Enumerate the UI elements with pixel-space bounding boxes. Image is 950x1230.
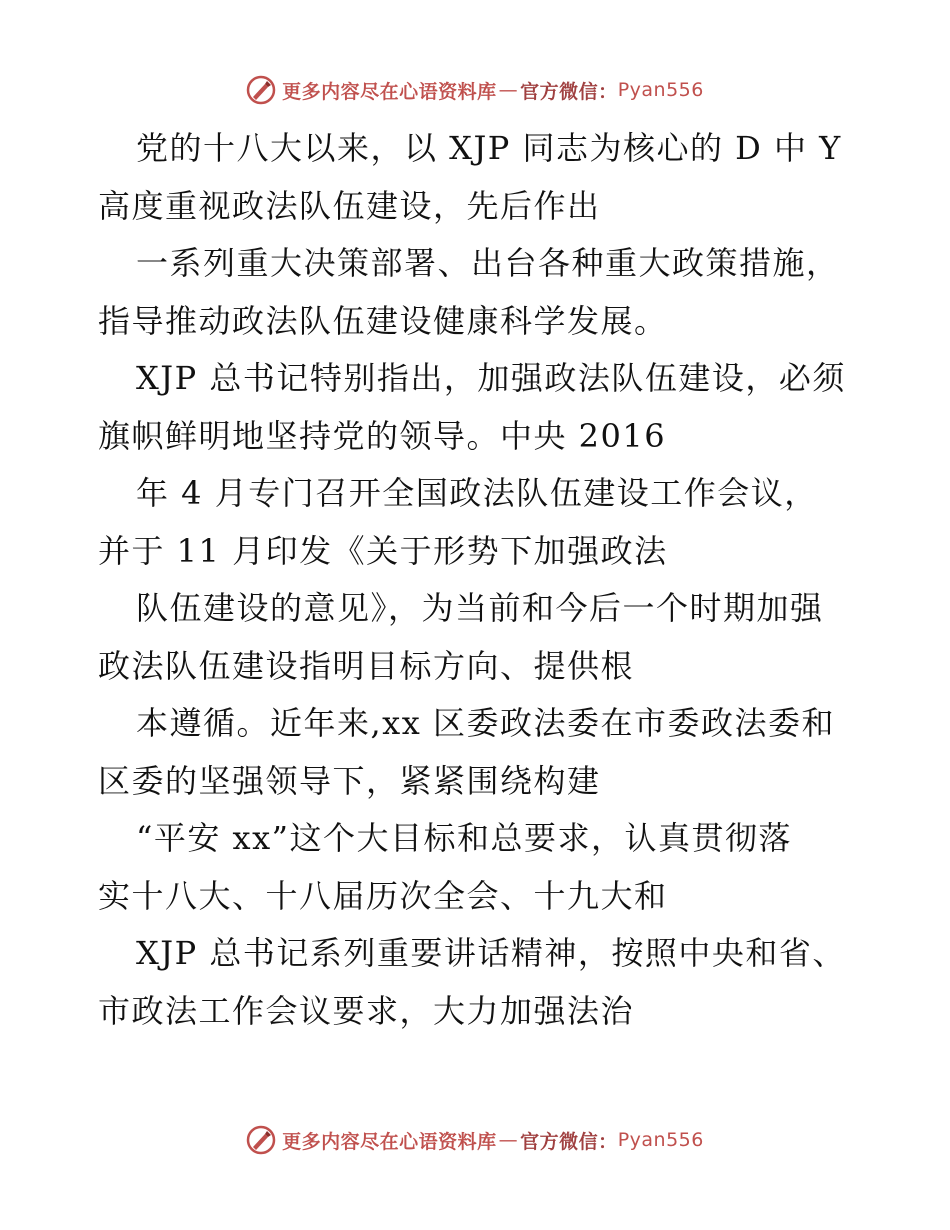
body-line: 并于 11 月印发《关于形势下加强政法 bbox=[98, 531, 668, 570]
body-line: 队伍建设的意见》，为当前和今后一个时期加强 bbox=[136, 589, 824, 627]
body-line: 市政法工作会议要求，大力加强法治 bbox=[98, 991, 635, 1030]
header-brand-text: 更多内容尽在心语资料库 bbox=[282, 80, 497, 103]
body-line: 本遵循。近年来,xx 区委政法委在市委政法委和 bbox=[136, 704, 835, 742]
body-line: 政法队伍建设指明目标方向、提供根 bbox=[98, 646, 635, 685]
body-line: 区委的坚强领导下，紧紧围绕构建 bbox=[98, 761, 601, 800]
footer-banner bbox=[0, 1120, 950, 1160]
body-line: 实十八大、十八届历次全会、十九大和 bbox=[98, 876, 668, 915]
body-line: 指导推动政法队伍建设健康科学发展。 bbox=[98, 301, 668, 340]
footer-wechat-handle: Pyan556 bbox=[617, 1129, 704, 1151]
pen-logo-icon bbox=[246, 1125, 276, 1155]
header-wechat-handle: Pyan556 bbox=[617, 79, 704, 101]
body-line: 一系列重大决策部署、出台各种重大政策措施， bbox=[136, 244, 840, 282]
footer-wechat-label: 官方微信： bbox=[520, 1130, 618, 1153]
body-line: “平安 xx”这个大目标和总要求，认真贯彻落 bbox=[136, 819, 792, 857]
body-line: 党的十八大以来，以 XJP 同志为核心的 D 中 Y bbox=[136, 129, 842, 167]
body-line: 旗帜鲜明地坚持党的领导。中央 2016 bbox=[98, 416, 667, 455]
header-banner bbox=[0, 70, 950, 110]
body-line: XJP 总书记系列重要讲话精神，按照中央和省、 bbox=[136, 934, 846, 972]
body-line: 高度重视政法队伍建设，先后作出 bbox=[98, 186, 601, 225]
pen-logo-icon bbox=[246, 75, 276, 105]
body-line: 年 4 月专门召开全国政法队伍建设工作会议， bbox=[136, 474, 818, 512]
header-wechat-label: 官方微信： bbox=[520, 80, 618, 103]
footer-dash: — bbox=[498, 1129, 519, 1151]
document-body bbox=[98, 120, 868, 1040]
footer-brand-text: 更多内容尽在心语资料库 bbox=[282, 1130, 497, 1153]
body-line: XJP 总书记特别指出，加强政法队伍建设，必须 bbox=[136, 359, 846, 397]
header-dash: — bbox=[498, 79, 519, 101]
